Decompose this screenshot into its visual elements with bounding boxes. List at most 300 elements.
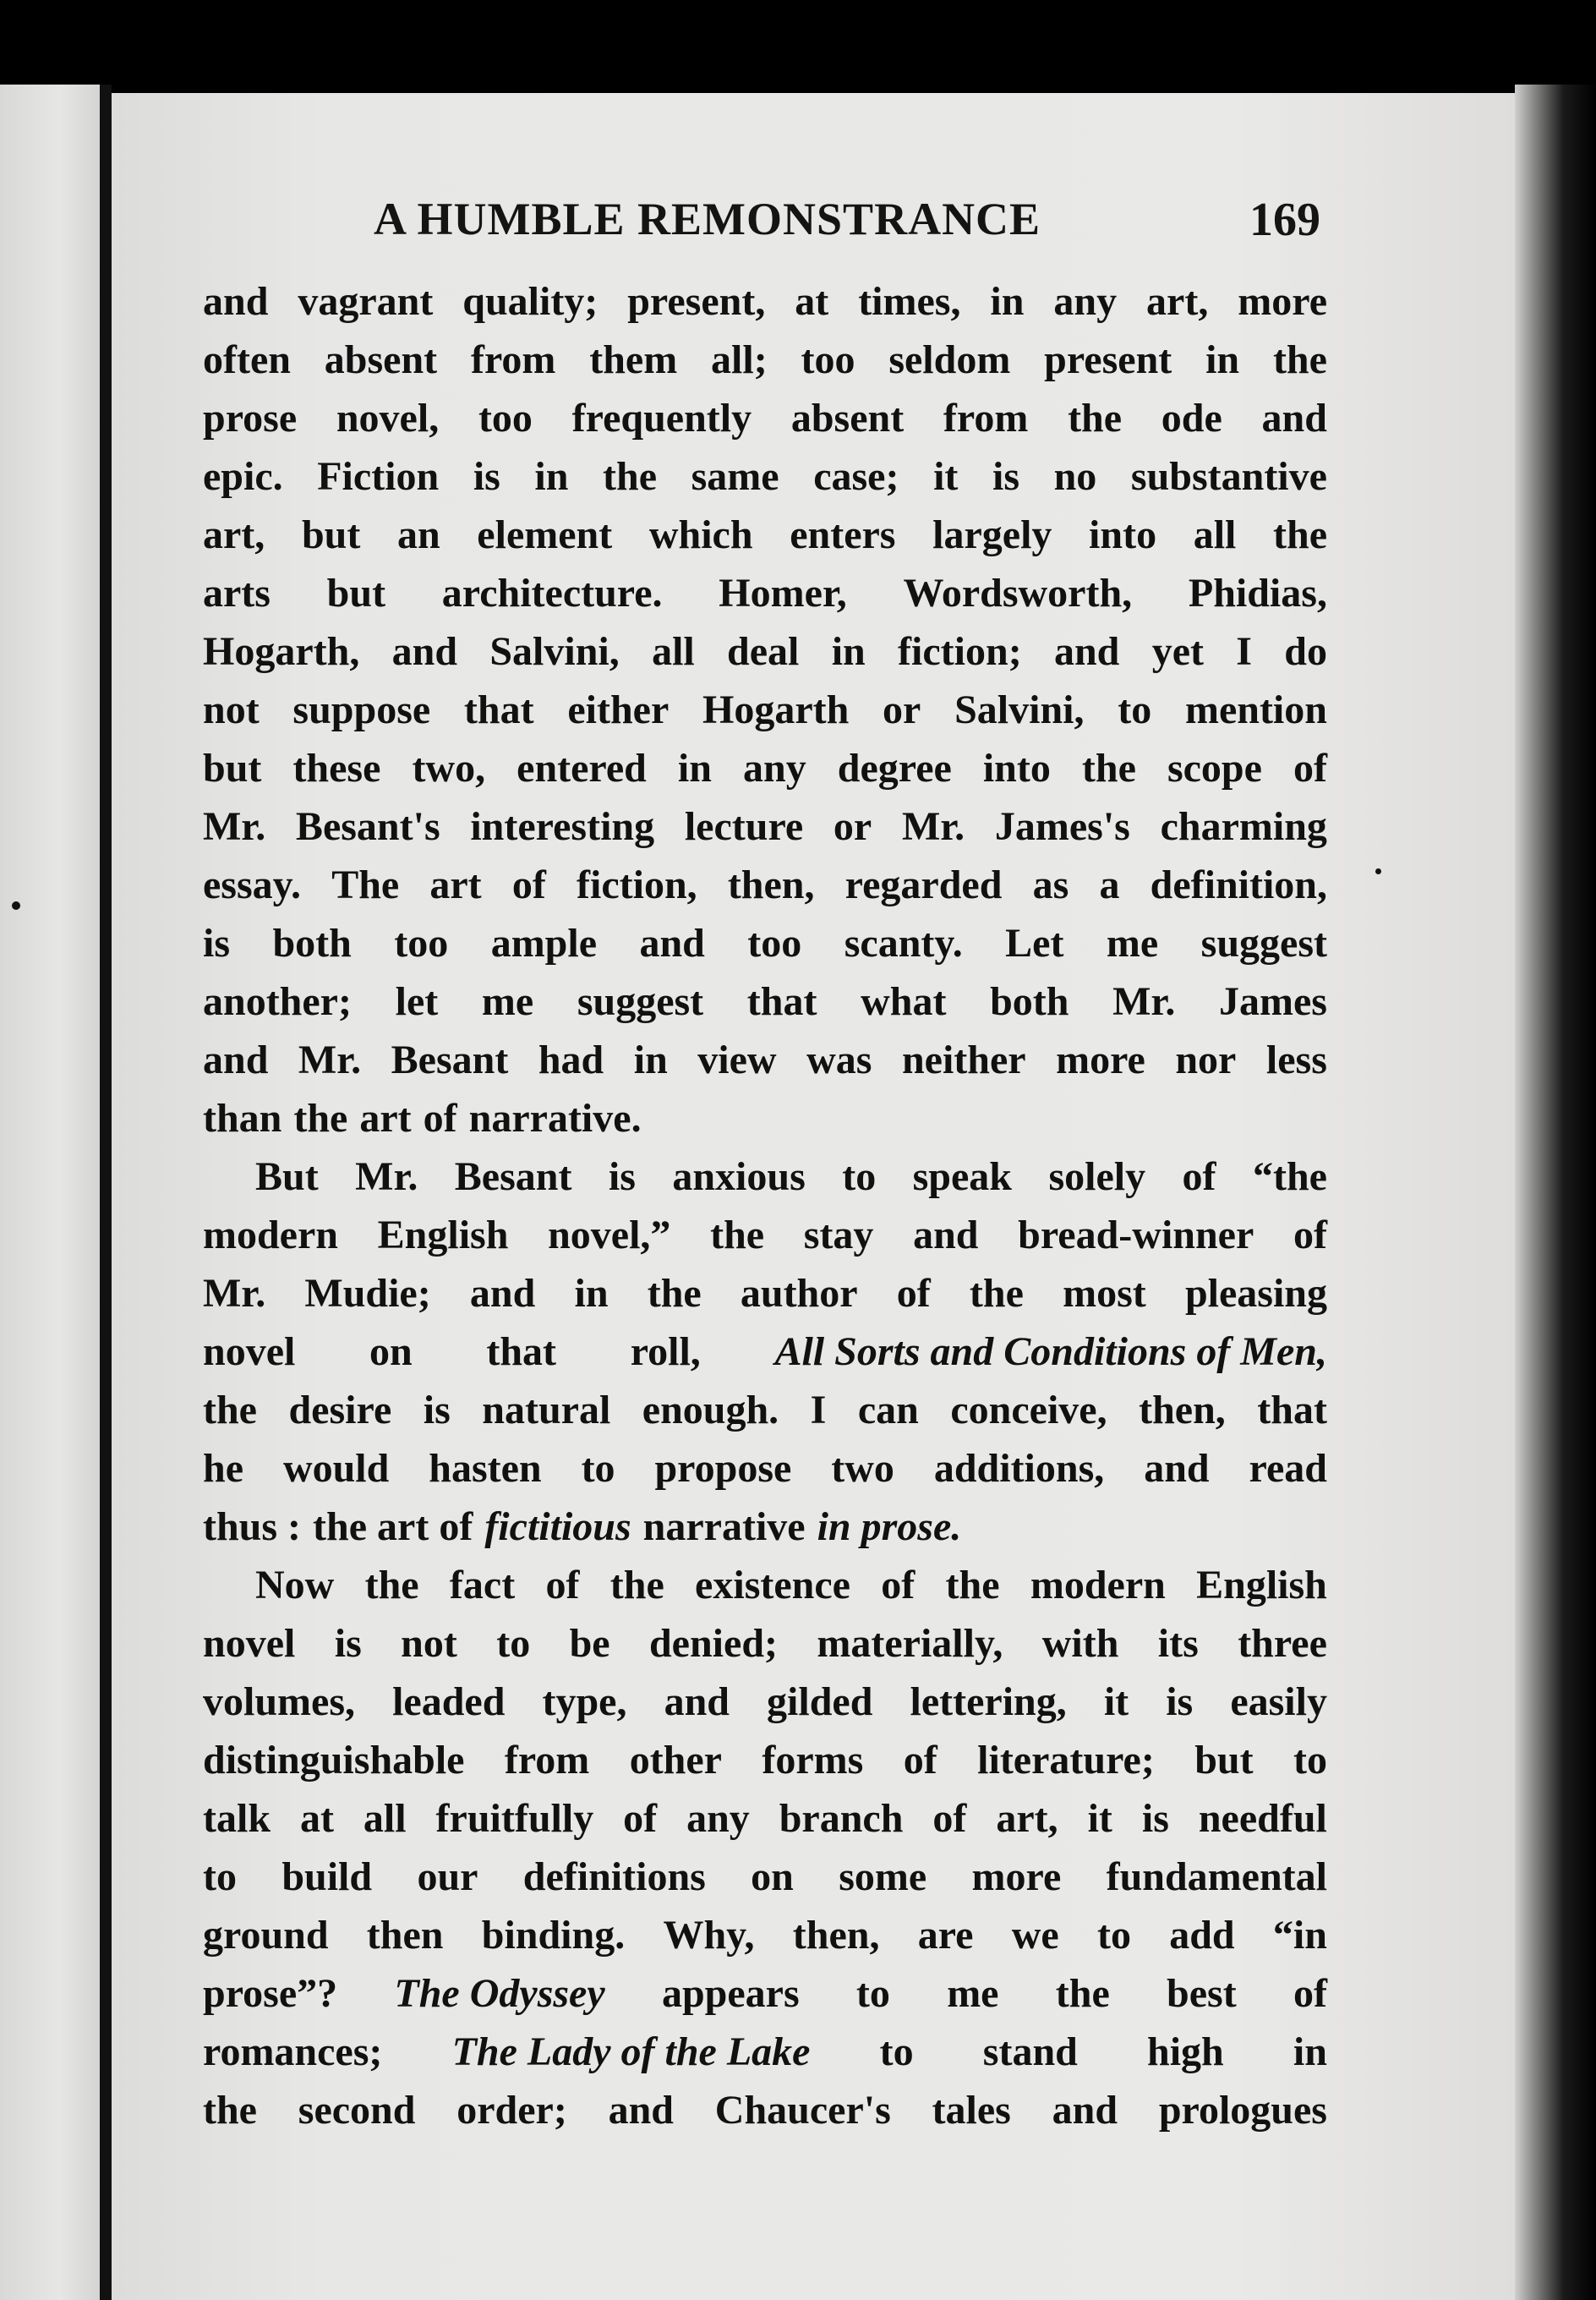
text-line — [203, 1206, 1327, 1264]
word: scope — [1167, 746, 1262, 791]
word: absent — [790, 396, 905, 441]
word: binding. — [481, 1913, 626, 1958]
word: art, — [996, 1796, 1058, 1841]
word: James — [1218, 979, 1327, 1024]
word: not — [401, 1621, 457, 1666]
word: add — [1169, 1913, 1235, 1958]
word: too — [394, 921, 449, 966]
word: the — [1273, 512, 1327, 557]
word: Mr. — [901, 804, 965, 849]
text-line — [203, 1848, 1327, 1906]
word: but — [203, 746, 262, 791]
text-line — [203, 564, 1327, 622]
word: anxious — [672, 1154, 806, 1199]
word: Homer, — [719, 571, 847, 616]
word: more — [1056, 1038, 1145, 1082]
word: Mr. — [203, 1271, 266, 1316]
text-line — [203, 389, 1327, 447]
word: the — [969, 1271, 1024, 1316]
paragraph — [203, 1556, 1327, 2139]
italic-title: The Odyssey — [394, 1971, 605, 2016]
text-line — [203, 1089, 1327, 1147]
text-line — [203, 272, 1327, 331]
italic-title: All Sorts and Conditions of Men, — [774, 1329, 1327, 1374]
word: of — [423, 1096, 457, 1141]
word: prose — [203, 396, 298, 441]
word: too — [478, 396, 533, 441]
word: to — [879, 2029, 914, 2074]
word: of — [545, 1563, 580, 1607]
word: ground — [203, 1913, 329, 1958]
word: same — [691, 454, 779, 499]
text-line — [203, 2081, 1327, 2139]
word: it — [1087, 1796, 1112, 1841]
word: into — [1089, 512, 1157, 557]
word: case; — [813, 454, 899, 499]
word: interesting — [470, 804, 655, 849]
word: desire — [288, 1388, 392, 1432]
word: had — [538, 1038, 604, 1082]
word: or — [833, 804, 872, 849]
word: too — [801, 337, 855, 382]
word: times, — [858, 279, 961, 324]
word: roll, — [630, 1329, 701, 1374]
word: of — [881, 1563, 916, 1607]
word: me — [481, 979, 534, 1024]
text-line — [203, 1264, 1327, 1322]
word: enters — [790, 512, 896, 557]
word: the — [1081, 746, 1136, 791]
word: in — [534, 454, 569, 499]
word: bread-winner — [1018, 1213, 1254, 1257]
word: suggest — [577, 979, 704, 1024]
word: the — [1068, 396, 1123, 441]
word: them — [589, 337, 678, 382]
word: then — [366, 1913, 444, 1958]
word: novel — [203, 1621, 296, 1666]
word: leaded — [392, 1679, 506, 1724]
scan-border-right — [1515, 85, 1596, 2300]
word: fiction, — [577, 862, 697, 907]
word: novel — [203, 1329, 296, 1374]
word: essay. — [203, 862, 302, 907]
word: three — [1238, 1621, 1327, 1666]
word: talk — [203, 1796, 271, 1841]
facing-page-edge — [0, 85, 100, 2300]
word: modern — [1030, 1563, 1166, 1607]
word: and — [203, 279, 269, 324]
word: lettering, — [910, 1679, 1067, 1724]
text-line — [203, 1147, 1327, 1206]
word: arts — [203, 571, 271, 616]
word: that — [463, 687, 534, 732]
word: suppose — [292, 687, 431, 732]
word: to — [496, 1621, 531, 1666]
text-line — [203, 1381, 1327, 1439]
word: author — [740, 1271, 858, 1316]
word: an — [396, 512, 440, 557]
word: the — [203, 2088, 257, 2133]
word: definition, — [1150, 862, 1327, 907]
text-line — [203, 681, 1327, 739]
word: additions, — [933, 1446, 1105, 1491]
word: fruitfully — [435, 1796, 594, 1841]
text-line — [203, 797, 1327, 856]
word: stand — [982, 2029, 1078, 2074]
word: in — [574, 1271, 609, 1316]
word: the — [945, 1563, 1000, 1607]
word: not — [203, 687, 260, 732]
word: and — [1052, 2088, 1118, 2133]
word: from — [470, 337, 556, 382]
word: is — [473, 454, 500, 499]
word: neither — [901, 1038, 1026, 1082]
word: in — [677, 746, 712, 791]
word: all — [363, 1796, 407, 1841]
word: stay — [803, 1213, 874, 1257]
word: but — [1194, 1738, 1254, 1782]
word: Besant's — [295, 804, 440, 849]
word: do — [1284, 629, 1327, 674]
word: gilded — [767, 1679, 873, 1724]
word: art, — [203, 512, 265, 557]
word: other — [629, 1738, 722, 1782]
word: lecture — [684, 804, 804, 849]
word: art — [359, 1096, 412, 1141]
word: romances; — [203, 2029, 383, 2074]
word: seldom — [888, 337, 1011, 382]
word: substantive — [1130, 454, 1327, 499]
word: all; — [711, 337, 768, 382]
word: what — [861, 979, 947, 1024]
word: English — [377, 1213, 509, 1257]
word: literature; — [977, 1738, 1155, 1782]
word: of — [1293, 746, 1327, 791]
word: in — [831, 629, 866, 674]
word: tales — [932, 2088, 1011, 2133]
word: or — [883, 687, 921, 732]
word: I — [810, 1388, 827, 1432]
word: into — [982, 746, 1051, 791]
word: another; — [203, 979, 352, 1024]
word: fundamental — [1106, 1854, 1327, 1899]
word: hasten — [429, 1446, 542, 1491]
word: scanty. — [844, 921, 963, 966]
word: Mr. — [203, 804, 266, 849]
text-line — [203, 1031, 1327, 1089]
text-line — [203, 506, 1327, 564]
word: mention — [1184, 687, 1327, 732]
word: prose”? — [203, 1971, 338, 2016]
word: our — [417, 1854, 478, 1899]
word: then, — [1139, 1388, 1226, 1432]
paragraph — [203, 272, 1327, 1147]
word: and — [203, 1038, 269, 1082]
word: of — [932, 1796, 967, 1841]
word: that — [746, 979, 817, 1024]
word: fiction; — [898, 629, 1022, 674]
word: art, — [1146, 279, 1209, 324]
word: and — [913, 1213, 979, 1257]
word: of — [1182, 1154, 1216, 1199]
word: the — [364, 1563, 419, 1607]
word: speak — [912, 1154, 1012, 1199]
word: pleasing — [1184, 1271, 1327, 1316]
binding-shadow — [100, 85, 112, 2300]
word: then, — [727, 862, 815, 907]
word: present, — [627, 279, 766, 324]
word: was — [806, 1038, 872, 1082]
word: type, — [542, 1679, 627, 1724]
text-line — [203, 1556, 1327, 1614]
word: Besant — [454, 1154, 572, 1199]
word: we — [1011, 1913, 1059, 1958]
word: and — [1053, 629, 1120, 674]
word: architecture. — [441, 571, 663, 616]
word: to — [203, 1854, 237, 1899]
word: is — [992, 454, 1019, 499]
word: best — [1167, 1971, 1237, 2016]
text-line — [203, 1322, 1327, 1381]
word: the — [203, 1388, 257, 1432]
word: quality; — [462, 279, 598, 324]
word: and — [664, 1679, 730, 1724]
word: “the — [1252, 1154, 1327, 1199]
word: propose — [654, 1446, 792, 1491]
word: Why, — [663, 1913, 755, 1958]
word: narrative — [642, 1504, 806, 1549]
word: nor — [1175, 1038, 1237, 1082]
word: any — [743, 746, 806, 791]
word: either — [567, 687, 670, 732]
word: the — [1272, 337, 1327, 382]
word: entered — [517, 746, 647, 791]
word: of — [903, 1738, 937, 1782]
word: is — [334, 1621, 362, 1666]
word: modern — [203, 1213, 338, 1257]
word: narrative. — [468, 1096, 642, 1141]
word: volumes, — [203, 1679, 355, 1724]
word: any — [1053, 279, 1118, 324]
word: appears — [661, 1971, 800, 2016]
word: suggest — [1200, 921, 1327, 966]
word: definitions — [522, 1854, 706, 1899]
word: the — [603, 454, 658, 499]
word: ode — [1161, 396, 1222, 441]
word: he — [203, 1446, 243, 1491]
scan-speck — [1375, 868, 1381, 874]
word: fact — [449, 1563, 516, 1607]
word: at — [299, 1796, 334, 1841]
word: the — [293, 1096, 348, 1141]
word: I — [1236, 629, 1252, 674]
word: Let — [1005, 921, 1064, 966]
word: then, — [792, 1913, 880, 1958]
word: to — [1096, 1913, 1131, 1958]
word: which — [648, 512, 753, 557]
word: Fiction — [317, 454, 440, 499]
word: on — [369, 1329, 413, 1374]
word: the — [710, 1213, 765, 1257]
word: Mr. — [1112, 979, 1176, 1024]
word: in — [990, 279, 1025, 324]
word: all — [652, 629, 695, 674]
word: of — [623, 1796, 658, 1841]
word: read — [1249, 1446, 1327, 1491]
word: is — [608, 1154, 636, 1199]
text-line — [203, 1614, 1327, 1673]
word: in — [633, 1038, 668, 1082]
word: would — [282, 1446, 390, 1491]
word: the — [609, 1563, 664, 1607]
word: order; — [456, 2088, 567, 2133]
running-header — [374, 193, 1320, 252]
word: branch — [779, 1796, 904, 1841]
word: Hogarth, — [203, 629, 360, 674]
word: is — [203, 921, 231, 966]
word: can — [857, 1388, 919, 1432]
word: at — [795, 279, 829, 324]
word: But — [255, 1154, 319, 1199]
word: be — [569, 1621, 610, 1666]
text-line — [203, 1906, 1327, 1964]
scan-speck — [12, 901, 20, 910]
word: existence — [695, 1563, 850, 1607]
word: to — [1118, 687, 1152, 732]
word: present — [1044, 337, 1172, 382]
word: on — [751, 1854, 794, 1899]
word: epic. — [203, 454, 283, 499]
word: Now — [255, 1563, 335, 1607]
word: prologues — [1158, 2088, 1327, 2133]
word: Mr. — [355, 1154, 418, 1199]
word: it — [933, 454, 959, 499]
word: view — [697, 1038, 777, 1082]
word: all — [1193, 512, 1237, 557]
text-line — [203, 1964, 1327, 2023]
text-line — [203, 972, 1327, 1031]
text-line — [203, 856, 1327, 914]
text-line — [203, 1731, 1327, 1789]
word: its — [1157, 1621, 1199, 1666]
word: yet — [1151, 629, 1204, 674]
word: of — [1293, 1213, 1327, 1257]
text-line — [203, 331, 1327, 389]
word: is — [1141, 1796, 1169, 1841]
word: no — [1053, 454, 1097, 499]
word: the — [647, 1271, 702, 1316]
text-line — [203, 914, 1327, 972]
word: more — [1238, 279, 1327, 324]
italic-title: in prose. — [817, 1504, 962, 1549]
word: that — [1257, 1388, 1327, 1432]
word: the — [1055, 1971, 1110, 2016]
word: of — [1293, 1971, 1327, 2016]
word: conceive, — [950, 1388, 1107, 1432]
word: forms — [762, 1738, 864, 1782]
word: second — [298, 2088, 416, 2133]
word: build — [281, 1854, 373, 1899]
word: Salvini, — [489, 629, 620, 674]
word: to — [581, 1446, 615, 1491]
running-title: A HUMBLE REMONSTRANCE — [374, 194, 1041, 244]
word: me — [1106, 921, 1159, 966]
word: Besant — [391, 1038, 509, 1082]
italic-title: fictitious — [484, 1504, 631, 1549]
text-line — [203, 622, 1327, 681]
word: of — [511, 862, 546, 907]
word: easily — [1230, 1679, 1327, 1724]
word: materially, — [817, 1621, 1003, 1666]
word: regarded — [844, 862, 1003, 907]
word: more — [971, 1854, 1062, 1899]
word: art — [429, 862, 482, 907]
word: any — [686, 1796, 750, 1841]
word: and — [1261, 396, 1327, 441]
word: Chaucer's — [714, 2088, 891, 2133]
word: Wordsworth, — [903, 571, 1133, 616]
text-line — [203, 1789, 1327, 1848]
word: in — [1205, 337, 1240, 382]
word: a — [1099, 862, 1120, 907]
word: ample — [490, 921, 598, 966]
word: to — [1293, 1738, 1327, 1782]
word: enough. — [642, 1388, 779, 1432]
word: is — [1166, 1679, 1194, 1724]
word: both — [990, 979, 1069, 1024]
word: some — [839, 1854, 927, 1899]
word: but — [301, 512, 361, 557]
word: from — [504, 1738, 590, 1782]
word: is — [423, 1388, 451, 1432]
word: Hogarth — [702, 687, 850, 732]
word: are — [917, 1913, 974, 1958]
text-line — [203, 1439, 1327, 1498]
word: absent — [324, 337, 438, 382]
word: element — [477, 512, 613, 557]
word: with — [1041, 1621, 1119, 1666]
italic-title: The Lady of the Lake — [451, 2029, 811, 2074]
word: Mr. — [298, 1038, 362, 1082]
text-line — [203, 1498, 1327, 1556]
word: let — [395, 979, 439, 1024]
word: English — [1196, 1563, 1327, 1607]
word: but — [326, 571, 386, 616]
word: most — [1063, 1271, 1146, 1316]
word: and — [391, 629, 458, 674]
word: James's — [994, 804, 1130, 849]
word: of — [896, 1271, 931, 1316]
word: needful — [1198, 1796, 1327, 1841]
word: and — [608, 2088, 674, 2133]
word: it — [1103, 1679, 1129, 1724]
word: denied; — [648, 1621, 778, 1666]
word: Salvini, — [954, 687, 1085, 732]
word: too — [747, 921, 802, 966]
page-number: 169 — [1249, 194, 1320, 246]
word: thus : — [203, 1504, 302, 1549]
text-line — [203, 1673, 1327, 1731]
word: charming — [1160, 804, 1327, 849]
word: these — [292, 746, 381, 791]
word: Phidias, — [1188, 571, 1327, 616]
word: distinguishable — [203, 1738, 465, 1782]
word: high — [1147, 2029, 1224, 2074]
word: as — [1032, 862, 1069, 907]
word: to — [842, 1154, 877, 1199]
word: than — [203, 1096, 282, 1141]
word: two, — [412, 746, 486, 791]
